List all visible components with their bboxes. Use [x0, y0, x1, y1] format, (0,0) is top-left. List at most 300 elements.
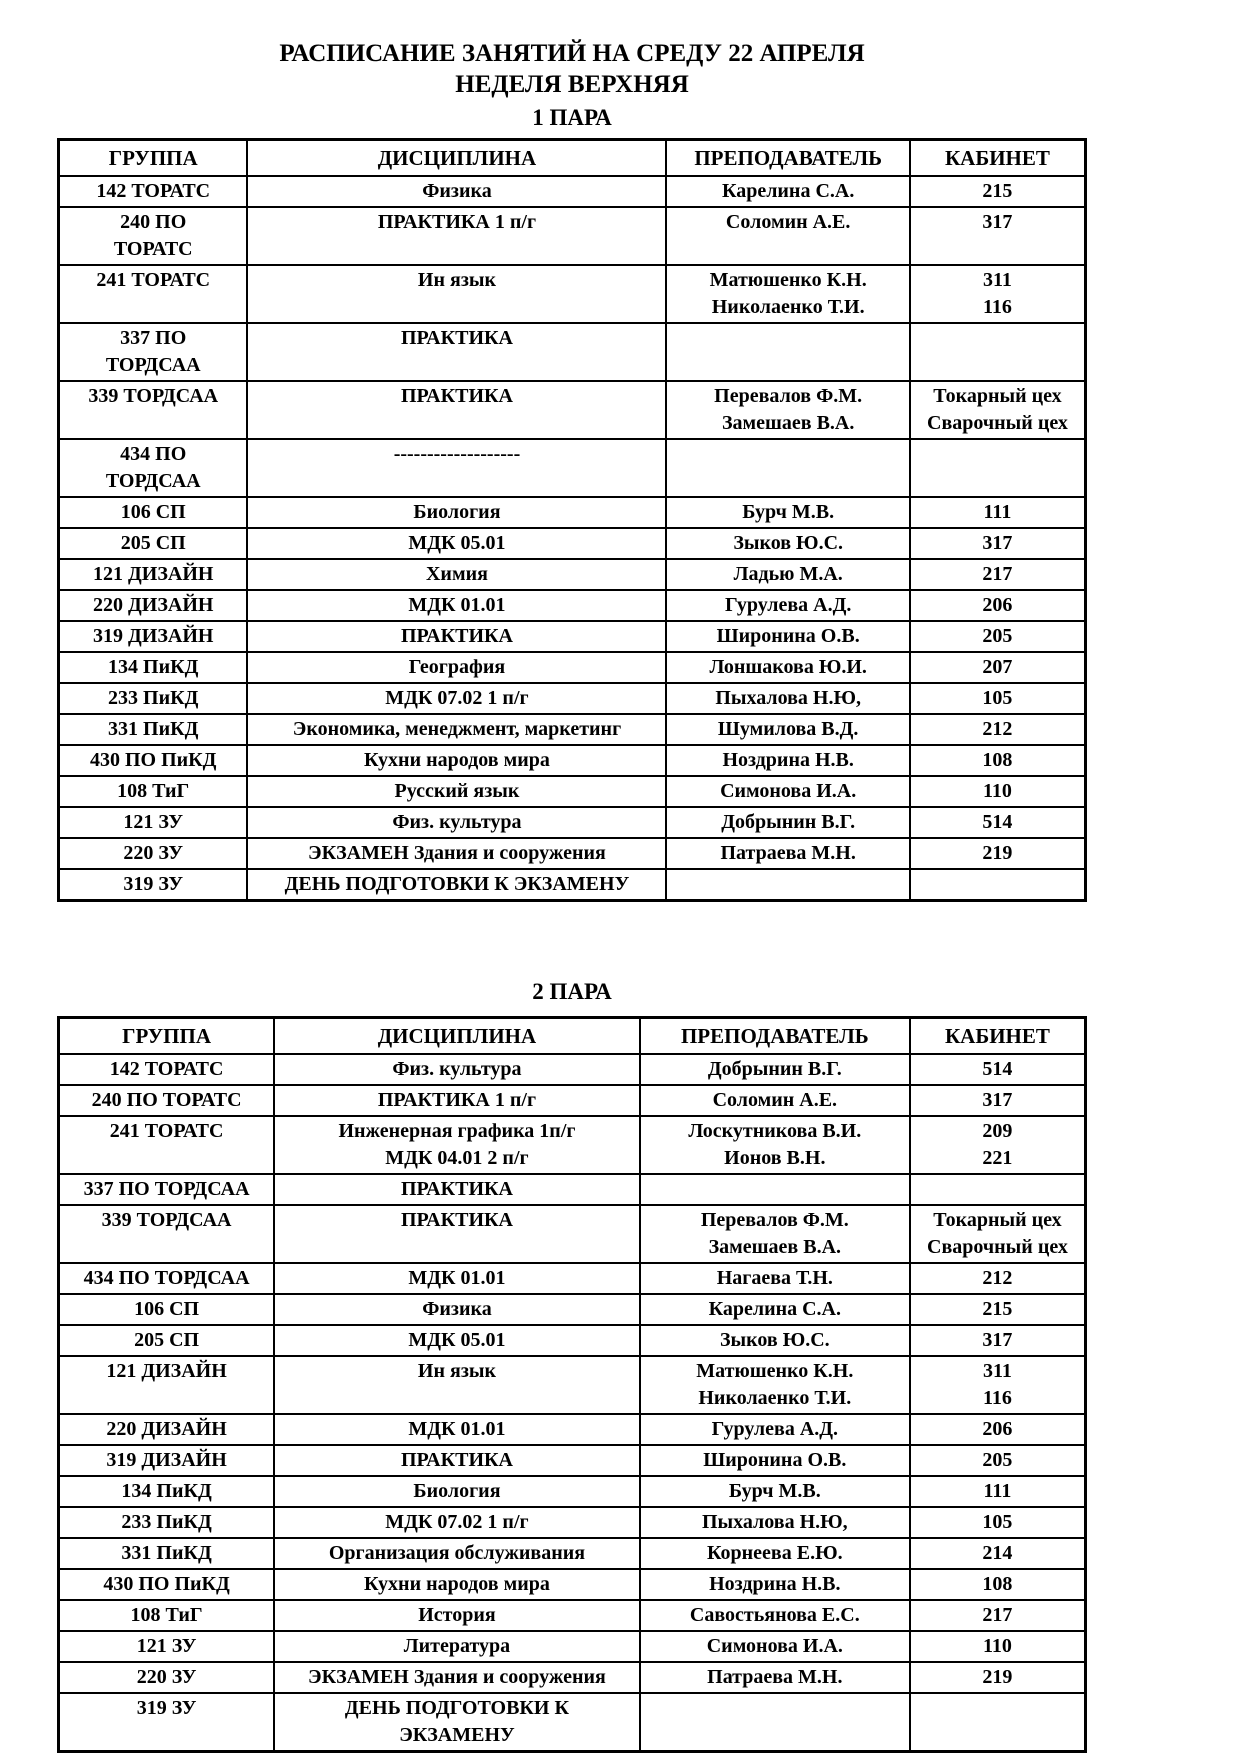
schedule-row [59, 1356, 1086, 1414]
group-cell [59, 1174, 275, 1205]
schedule-row [59, 807, 1086, 838]
cell-line: 116 [982, 1387, 1012, 1409]
discipline-cell [247, 869, 666, 901]
col-header-room: КАБИНЕТ [910, 140, 1086, 177]
cell-line: Николаенко Т.И. [698, 1387, 852, 1409]
schedule-row [59, 776, 1086, 807]
room-cell [910, 1116, 1086, 1174]
schedule-row [59, 528, 1086, 559]
cell-line: 110 [982, 780, 1012, 802]
schedule-row [59, 439, 1086, 497]
cell-line: 106 СП [120, 501, 186, 523]
cell-line: Карелина С.А. [708, 1298, 842, 1320]
teacher-cell [666, 838, 909, 869]
discipline-cell [247, 207, 666, 265]
group-cell [59, 1662, 275, 1693]
group-cell [59, 497, 248, 528]
group-cell [59, 1325, 275, 1356]
cell-line: Савостьянова Е.С. [689, 1604, 860, 1626]
cell-line: 219 [982, 842, 1013, 864]
group-cell [59, 528, 248, 559]
group-cell [59, 621, 248, 652]
discipline-cell [247, 265, 666, 323]
cell-line: 319 ЗУ [136, 1697, 197, 1719]
teacher-cell [640, 1538, 910, 1569]
cell-line: 233 ПиКД [108, 687, 199, 709]
cell-line: 212 [982, 718, 1013, 740]
group-cell [59, 838, 248, 869]
cell-line: Ин язык [417, 269, 496, 291]
room-cell [910, 1085, 1086, 1116]
cell-line: ПРАКТИКА [400, 1449, 513, 1471]
col-header-group: ГРУППА [59, 140, 248, 177]
schedule-row [59, 207, 1086, 265]
cell-line: Ионов В.Н. [724, 1147, 826, 1169]
schedule-row [59, 1445, 1086, 1476]
group-cell [59, 1507, 275, 1538]
discipline-cell [274, 1325, 640, 1356]
cell-line: Добрынин В.Г. [721, 811, 856, 833]
discipline-cell [274, 1116, 640, 1174]
room-cell [910, 1445, 1086, 1476]
cell-line: МДК 01.01 [408, 594, 506, 616]
cell-line: Бурч М.В. [728, 1480, 821, 1502]
room-cell [910, 683, 1086, 714]
room-cell [910, 1356, 1086, 1414]
group-cell [59, 559, 248, 590]
discipline-cell [247, 528, 666, 559]
pair-2-body [59, 1054, 1086, 1752]
room-cell [910, 381, 1086, 439]
cell-line: 142 ТОРАТС [109, 1058, 224, 1080]
cell-line: Матюшенко К.Н. [709, 269, 867, 291]
schedule-row [59, 1693, 1086, 1752]
cell-line: 317 [982, 1089, 1013, 1111]
room-cell [910, 1476, 1086, 1507]
cell-line: 319 ЗУ [123, 873, 184, 895]
cell-line: 108 ТиГ [117, 780, 190, 802]
col-header-group: ГРУППА [59, 1018, 275, 1055]
cell-line: 110 [982, 1635, 1012, 1657]
teacher-cell [666, 439, 909, 497]
cell-line: МДК 01.01 [408, 1267, 506, 1289]
discipline-cell [274, 1569, 640, 1600]
cell-line: 339 ТОРДСАА [88, 385, 219, 407]
discipline-cell [247, 652, 666, 683]
cell-line: 319 ДИЗАЙН [93, 625, 214, 647]
teacher-cell [666, 807, 909, 838]
schedule-row [59, 1600, 1086, 1631]
cell-line: 207 [982, 656, 1013, 678]
schedule-row [59, 1085, 1086, 1116]
cell-line: 206 [982, 594, 1013, 616]
cell-line: Физ. культура [392, 1058, 522, 1080]
cell-line: 121 ДИЗАЙН [93, 563, 214, 585]
cell-line: 105 [982, 1511, 1013, 1533]
discipline-cell [274, 1054, 640, 1085]
cell-line: 206 [982, 1418, 1013, 1440]
teacher-cell [640, 1569, 910, 1600]
room-cell [910, 776, 1086, 807]
discipline-cell [274, 1205, 640, 1263]
cell-line: ЭКЗАМЕН Здания и сооружения [308, 842, 606, 864]
teacher-cell [666, 323, 909, 381]
group-cell [59, 807, 248, 838]
teacher-cell [666, 683, 909, 714]
cell-line: 215 [982, 180, 1013, 202]
teacher-cell [666, 381, 909, 439]
discipline-cell [247, 776, 666, 807]
cell-line: 205 [982, 1449, 1013, 1471]
cell-line: 430 ПО ПиКД [89, 749, 217, 771]
group-cell [59, 1693, 275, 1752]
discipline-cell [247, 439, 666, 497]
cell-line: 217 [982, 1604, 1013, 1626]
discipline-cell [247, 714, 666, 745]
cell-line: Соломин А.Е. [712, 1089, 838, 1111]
cell-line: Русский язык [394, 780, 520, 802]
teacher-cell [640, 1116, 910, 1174]
room-cell [910, 1414, 1086, 1445]
cell-line: МДК 05.01 [408, 1329, 506, 1351]
cell-line: 317 [982, 1329, 1013, 1351]
cell-line: 209 [982, 1120, 1013, 1142]
discipline-cell [247, 745, 666, 776]
cell-line: Зыков Ю.С. [719, 1329, 830, 1351]
cell-line: 317 [982, 532, 1013, 554]
discipline-cell [274, 1263, 640, 1294]
cell-line: 214 [982, 1542, 1013, 1564]
teacher-cell [666, 745, 909, 776]
room-cell [910, 838, 1086, 869]
cell-line: 215 [982, 1298, 1013, 1320]
room-cell [910, 1174, 1086, 1205]
teacher-cell [640, 1476, 910, 1507]
cell-line: Нагаева Т.Н. [716, 1267, 833, 1289]
cell-line: 220 ДИЗАЙН [93, 594, 214, 616]
cell-line: 121 ЗУ [123, 811, 184, 833]
cell-line: МДК 01.01 [408, 1418, 506, 1440]
schedule-row [59, 1325, 1086, 1356]
group-cell [59, 1116, 275, 1174]
cell-line: ТОРДСАА [105, 470, 201, 492]
room-cell [910, 869, 1086, 901]
group-cell [59, 745, 248, 776]
group-cell [59, 590, 248, 621]
discipline-cell [274, 1662, 640, 1693]
discipline-cell [274, 1356, 640, 1414]
cell-line: Ноздрина Н.В. [722, 749, 854, 771]
cell-line: 106 СП [134, 1298, 200, 1320]
teacher-cell [666, 714, 909, 745]
cell-line: 220 ЗУ [123, 842, 184, 864]
group-cell [59, 1263, 275, 1294]
cell-line: МДК 04.01 2 п/г [385, 1147, 529, 1169]
cell-line: Замешаев В.А. [721, 412, 855, 434]
teacher-cell [666, 265, 909, 323]
cell-line: МДК 07.02 1 п/г [385, 1511, 529, 1533]
discipline-cell [274, 1174, 640, 1205]
cell-line: Симонова И.А. [706, 1635, 843, 1657]
room-cell [910, 497, 1086, 528]
group-cell [59, 1294, 275, 1325]
teacher-cell [666, 497, 909, 528]
cell-line: Соломин А.Е. [725, 211, 851, 233]
cell-line: Ладью М.А. [733, 563, 843, 585]
discipline-cell [274, 1507, 640, 1538]
cell-line: ТОРАТС [113, 238, 193, 260]
cell-line: Лоншакова Ю.И. [709, 656, 867, 678]
schedule-row [59, 1414, 1086, 1445]
teacher-cell [666, 528, 909, 559]
cell-line: ПРАКТИКА [400, 385, 513, 407]
schedule-row [59, 869, 1086, 901]
teacher-cell [640, 1294, 910, 1325]
cell-line: 134 ПиКД [121, 1480, 212, 1502]
cell-line: ДЕНЬ ПОДГОТОВКИ К ЭКЗАМЕНУ [284, 873, 630, 895]
room-cell [910, 1205, 1086, 1263]
schedule-row [59, 1507, 1086, 1538]
room-cell [910, 439, 1086, 497]
discipline-cell [274, 1414, 640, 1445]
discipline-cell [274, 1631, 640, 1662]
cell-line: Химия [425, 563, 488, 585]
pair-2-section [57, 978, 1087, 1753]
group-cell [59, 1085, 275, 1116]
schedule-row [59, 590, 1086, 621]
schedule-row [59, 1054, 1086, 1085]
cell-line: 108 [982, 749, 1013, 771]
teacher-cell [666, 621, 909, 652]
cell-line: Пыхалова Н.Ю, [715, 687, 861, 709]
teacher-cell [640, 1507, 910, 1538]
teacher-cell [640, 1085, 910, 1116]
pair-1-body [59, 176, 1086, 901]
discipline-cell [274, 1600, 640, 1631]
cell-line: Кухни народов мира [364, 1573, 550, 1595]
cell-line: 220 ЗУ [136, 1666, 197, 1688]
cell-line: ТОРДСАА [105, 354, 201, 376]
cell-line: ПРАКТИКА [400, 1209, 513, 1231]
cell-line: ПРАКТИКА [400, 327, 513, 349]
cell-line: История [418, 1604, 496, 1626]
schedule-row [59, 381, 1086, 439]
cell-line: 240 ПО ТОРАТС [91, 1089, 242, 1111]
cell-line: Широнина О.В. [716, 625, 860, 647]
room-cell [910, 528, 1086, 559]
cell-line: 142 ТОРАТС [96, 180, 211, 202]
room-cell [910, 1693, 1086, 1752]
group-cell [59, 1631, 275, 1662]
cell-line: 105 [982, 687, 1013, 709]
teacher-cell [666, 652, 909, 683]
room-cell [910, 1294, 1086, 1325]
discipline-cell [247, 683, 666, 714]
room-cell [910, 1662, 1086, 1693]
group-cell [59, 1476, 275, 1507]
room-cell [910, 714, 1086, 745]
schedule-row [59, 265, 1086, 323]
schedule-row [59, 1631, 1086, 1662]
cell-line: 337 ПО [120, 327, 187, 349]
schedule-row [59, 1294, 1086, 1325]
teacher-cell [666, 776, 909, 807]
cell-line: 219 [982, 1666, 1013, 1688]
schedule-row [59, 1538, 1086, 1569]
cell-line: ПРАКТИКА [400, 1178, 513, 1200]
cell-line: Бурч М.В. [742, 501, 835, 523]
schedule-row [59, 1662, 1086, 1693]
teacher-cell [640, 1445, 910, 1476]
group-cell [59, 1600, 275, 1631]
cell-line: Физика [422, 180, 492, 202]
room-cell [910, 1507, 1086, 1538]
cell-line: 514 [982, 811, 1013, 833]
cell-line: Организация обслуживания [328, 1542, 586, 1564]
cell-line: Матюшенко К.Н. [696, 1360, 854, 1382]
cell-line: 116 [982, 296, 1012, 318]
cell-line: Пыхалова Н.Ю, [701, 1511, 848, 1533]
cell-line: 108 ТиГ [130, 1604, 203, 1626]
cell-line: 221 [982, 1147, 1013, 1169]
cell-line: 240 ПО [120, 211, 187, 233]
room-cell [910, 652, 1086, 683]
room-cell [910, 745, 1086, 776]
schedule-row [59, 683, 1086, 714]
group-cell [59, 683, 248, 714]
group-cell [59, 714, 248, 745]
schedule-row [59, 323, 1086, 381]
cell-line: География [408, 656, 506, 678]
teacher-cell [640, 1174, 910, 1205]
cell-line: Физ. культура [392, 811, 522, 833]
cell-line: Биология [413, 1480, 501, 1502]
group-cell [59, 1569, 275, 1600]
discipline-cell [274, 1693, 640, 1752]
group-cell [59, 1445, 275, 1476]
group-cell [59, 652, 248, 683]
cell-line: 134 ПиКД [108, 656, 199, 678]
cell-line: Ноздрина Н.В. [709, 1573, 841, 1595]
col-header-discipline: ДИСЦИПЛИНА [247, 140, 666, 177]
schedule-row [59, 559, 1086, 590]
cell-line: Токарный цех [933, 1209, 1062, 1231]
cell-line: Широнина О.В. [703, 1449, 847, 1471]
teacher-cell [640, 1325, 910, 1356]
cell-line: Лоскутникова В.И. [688, 1120, 862, 1142]
cell-line: Зыков Ю.С. [733, 532, 844, 554]
schedule-row [59, 1476, 1086, 1507]
teacher-cell [640, 1414, 910, 1445]
cell-line: 339 ТОРДСАА [101, 1209, 232, 1231]
schedule-row [59, 1205, 1086, 1263]
pair-2-heading: 2 ПАРА [532, 979, 612, 1004]
schedule-row [59, 1174, 1086, 1205]
col-header-teacher: ПРЕПОДАВАТЕЛЬ [666, 140, 909, 177]
group-cell [59, 207, 248, 265]
cell-line: Симонова И.А. [720, 780, 857, 802]
room-cell [910, 176, 1086, 207]
schedule-row [59, 497, 1086, 528]
cell-line: МДК 07.02 1 п/г [385, 687, 529, 709]
room-cell [910, 1600, 1086, 1631]
group-cell [59, 381, 248, 439]
discipline-cell [247, 838, 666, 869]
cell-line: 111 [983, 1480, 1012, 1502]
room-cell [910, 807, 1086, 838]
cell-line: Добрынин В.Г. [707, 1058, 842, 1080]
cell-line: ПРАКТИКА 1 п/г [377, 1089, 537, 1111]
group-cell [59, 265, 248, 323]
cell-line: 311 [982, 269, 1012, 291]
cell-line: Патраева М.Н. [707, 1666, 843, 1688]
schedule-row [59, 1116, 1086, 1174]
cell-line: Инженерная графика 1п/г [338, 1120, 576, 1142]
cell-line: Биология [413, 501, 501, 523]
cell-line: 217 [982, 563, 1013, 585]
cell-line: Карелина С.А. [721, 180, 855, 202]
cell-line: Перевалов Ф.М. [700, 1209, 849, 1231]
group-cell [59, 869, 248, 901]
room-cell [910, 323, 1086, 381]
schedule-row [59, 621, 1086, 652]
teacher-cell [666, 176, 909, 207]
schedule-row [59, 652, 1086, 683]
col-header-discipline: ДИСЦИПЛИНА [274, 1018, 640, 1055]
cell-line: Корнеева Е.Ю. [707, 1542, 843, 1564]
doc-title: РАСПИСАНИЕ ЗАНЯТИЙ НА СРЕДУ 22 АПРЕЛЯ [279, 40, 865, 67]
cell-line: 430 ПО ПиКД [103, 1573, 230, 1595]
cell-line: Ин язык [417, 1360, 496, 1382]
doc-subtitle: НЕДЕЛЯ ВЕРХНЯЯ [455, 71, 689, 98]
cell-line: ДЕНЬ ПОДГОТОВКИ К [344, 1697, 569, 1719]
pair-1-section [57, 104, 1087, 902]
room-cell [910, 1263, 1086, 1294]
schedule-row [59, 838, 1086, 869]
cell-line: Патраева М.Н. [720, 842, 856, 864]
room-cell [910, 559, 1086, 590]
cell-line: 241 ТОРАТС [96, 269, 211, 291]
cell-line: 121 ЗУ [136, 1635, 197, 1657]
cell-line: 319 ДИЗАЙН [106, 1449, 227, 1471]
schedule-row [59, 714, 1086, 745]
cell-line: 241 ТОРАТС [109, 1120, 224, 1142]
group-cell [59, 1205, 275, 1263]
cell-line: ЭКЗАМЕН Здания и сооружения [308, 1666, 606, 1688]
cell-line: Перевалов Ф.М. [714, 385, 863, 407]
room-cell [910, 207, 1086, 265]
schedule-row [59, 176, 1086, 207]
header-row [59, 140, 1086, 177]
discipline-cell [274, 1445, 640, 1476]
cell-line: 108 [982, 1573, 1013, 1595]
room-cell [910, 1054, 1086, 1085]
pair-1-table [57, 138, 1087, 902]
teacher-cell [640, 1693, 910, 1752]
cell-line: ------------------- [393, 443, 521, 465]
cell-line: Николаенко Т.И. [711, 296, 865, 318]
group-cell [59, 1414, 275, 1445]
cell-line: ПРАКТИКА [400, 625, 513, 647]
group-cell [59, 176, 248, 207]
teacher-cell [640, 1054, 910, 1085]
discipline-cell [247, 621, 666, 652]
cell-line: Кухни народов мира [364, 749, 550, 771]
teacher-cell [640, 1263, 910, 1294]
cell-line: Гурулева А.Д. [724, 594, 852, 616]
cell-line: Гурулева А.Д. [711, 1418, 839, 1440]
cell-line: Литература [403, 1635, 511, 1657]
